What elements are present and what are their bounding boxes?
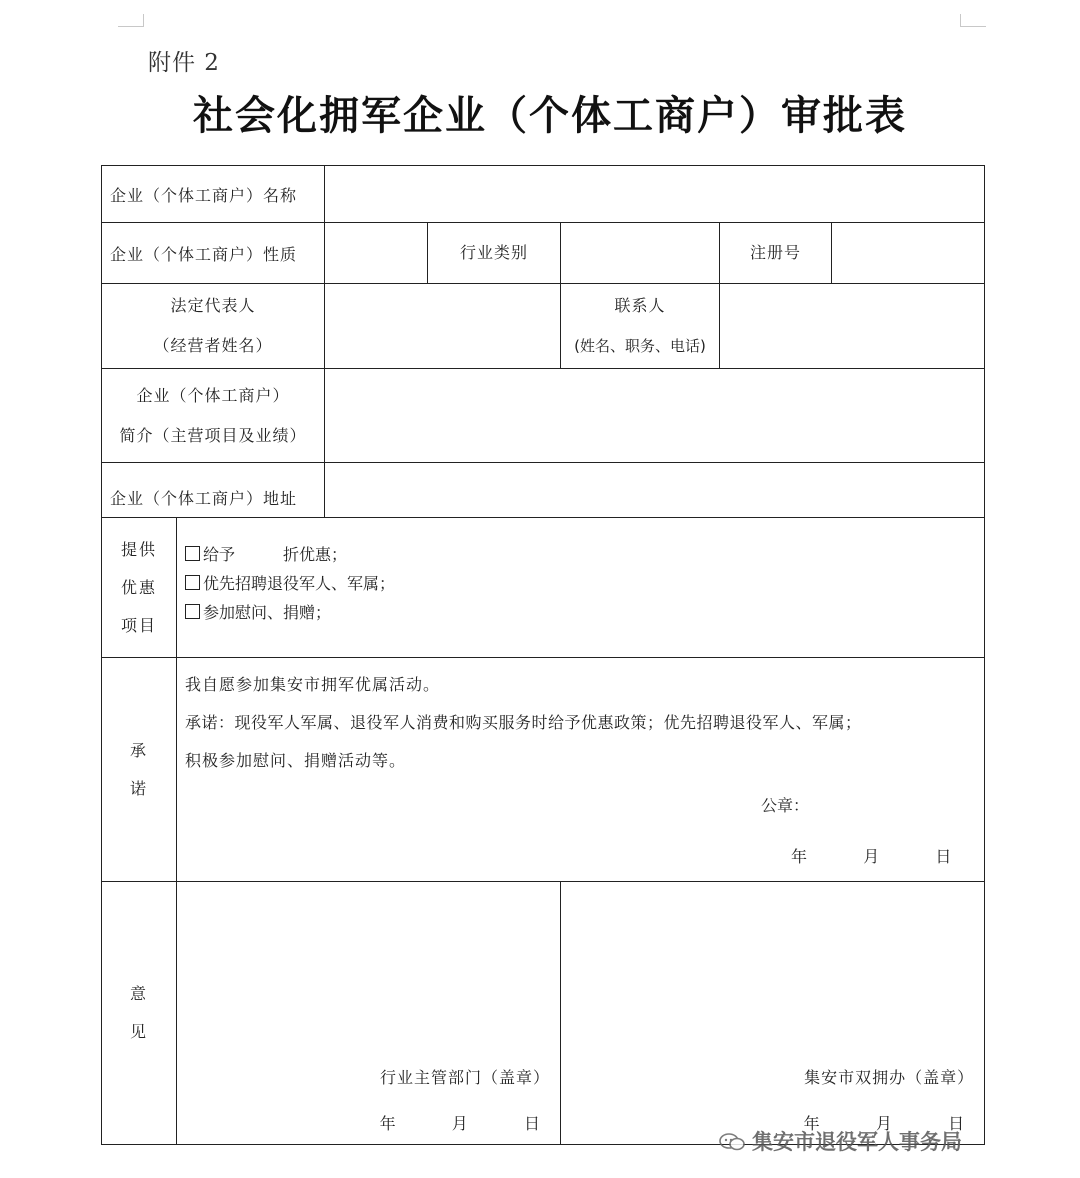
industry-dept-seal: 行业主管部门（盖章） <box>380 1068 551 1087</box>
promise-line1: 我自愿参加集安市拥军优属活动。 <box>185 675 441 694</box>
offer-hire-text: 优先招聘退役军人、军属； <box>203 574 396 593</box>
registration-label: 注册号 <box>720 223 832 284</box>
legal-rep-line2: （经营者姓名） <box>153 336 273 355</box>
intro-field[interactable] <box>325 369 985 463</box>
contact-label <box>561 284 720 369</box>
row-offers <box>102 518 985 658</box>
opinion-label-1: 意 <box>129 984 148 1003</box>
promise-day: 日 <box>935 847 952 866</box>
address-label: 企业（个体工商户）地址 <box>102 463 325 518</box>
row-promise <box>102 658 985 882</box>
row-name <box>102 166 985 223</box>
offer-item-discount <box>185 540 976 569</box>
offer-discount-prefix: 给予 <box>203 545 236 564</box>
industry-month: 月 <box>451 1114 468 1133</box>
name-label: 企业（个体工商户）名称 <box>102 166 325 223</box>
watermark <box>718 1126 962 1156</box>
name-field[interactable] <box>325 166 985 223</box>
promise-line3: 积极参加慰问、捐赠活动等。 <box>185 751 407 770</box>
offers-label <box>102 518 177 658</box>
approval-form-table <box>101 165 985 1145</box>
intro-line1: 企业（个体工商户） <box>136 385 290 405</box>
nature-label: 企业（个体工商户）性质 <box>102 223 325 284</box>
promise-label-2: 诺 <box>129 778 148 798</box>
promise-label <box>102 658 177 882</box>
row-address <box>102 463 985 518</box>
row-opinion <box>102 882 985 1145</box>
industry-label: 行业类别 <box>428 223 561 284</box>
opinion-label <box>102 882 177 1145</box>
opinion-support-office[interactable] <box>561 882 985 1145</box>
registration-field[interactable] <box>832 223 985 284</box>
promise-month: 月 <box>863 847 880 866</box>
industry-year: 年 <box>379 1114 396 1133</box>
document-title: 社会化拥军企业（个体工商户）审批表 <box>193 92 907 139</box>
checkbox-donate[interactable] <box>185 604 200 619</box>
promise-date <box>791 844 951 867</box>
office-day: 日 <box>948 1114 965 1133</box>
intro-label <box>102 369 325 463</box>
row-intro <box>102 369 985 463</box>
industry-field[interactable] <box>561 223 720 284</box>
checkbox-hire[interactable] <box>185 575 200 590</box>
industry-dept-date <box>380 1111 540 1134</box>
contact-field[interactable] <box>720 284 985 369</box>
legal-rep-label <box>102 284 325 369</box>
row-nature <box>102 223 985 284</box>
legal-rep-field[interactable] <box>325 284 561 369</box>
crop-mark-top-right <box>960 14 986 27</box>
offer-donate-text: 参加慰问、捐赠； <box>203 603 332 622</box>
watermark-text: 集安市退役军人事务局 <box>752 1130 962 1154</box>
offers-label-1: 提供 <box>120 539 157 559</box>
crop-mark-top-left <box>118 14 144 27</box>
promise-line2: 承诺：现役军人军属、退役军人消费和购买服务时给予优惠政策；优先招聘退役军人、军属； <box>185 713 862 732</box>
promise-seal-label: 公章： <box>761 796 810 815</box>
contact-line1: 联系人 <box>614 296 666 315</box>
promise-year: 年 <box>791 847 808 866</box>
promise-label-1: 承 <box>129 740 148 760</box>
offers-label-2: 优惠 <box>120 577 157 597</box>
legal-rep-line1: 法定代表人 <box>170 296 256 315</box>
address-field[interactable] <box>325 463 985 518</box>
wechat-icon <box>718 1132 746 1152</box>
office-year: 年 <box>803 1114 820 1133</box>
offers-items <box>177 518 985 658</box>
office-month: 月 <box>875 1114 892 1133</box>
contact-line2: (姓名、职务、电话) <box>574 337 706 355</box>
opinion-label-2: 见 <box>129 1022 148 1041</box>
industry-day: 日 <box>524 1114 541 1133</box>
nature-field[interactable] <box>325 223 428 284</box>
intro-line2: 简介（主营项目及业绩） <box>119 425 307 445</box>
checkbox-discount[interactable] <box>185 546 200 561</box>
opinion-industry-dept[interactable] <box>177 882 561 1145</box>
offers-label-3: 项目 <box>120 615 157 635</box>
offer-item-donate <box>185 598 976 627</box>
attachment-label: 附件 2 <box>148 50 220 76</box>
offer-item-hire <box>185 569 976 598</box>
support-office-seal: 集安市双拥办（盖章） <box>804 1068 975 1087</box>
promise-content <box>177 658 985 882</box>
row-representative <box>102 284 985 369</box>
offer-discount-suffix: 折优惠； <box>283 545 348 564</box>
